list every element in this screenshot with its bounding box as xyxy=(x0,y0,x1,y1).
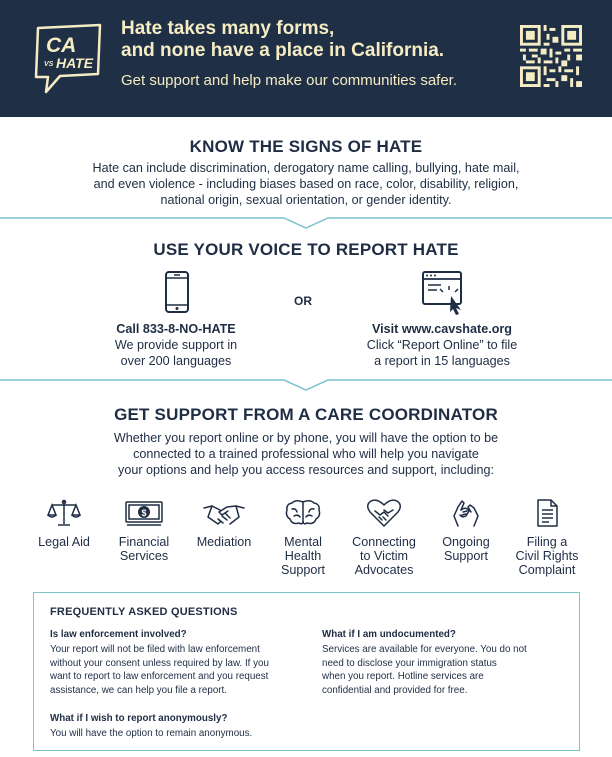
signs-body-line: national origin, sexual orientation, or gender identity. xyxy=(160,193,452,207)
support-hands-icon xyxy=(450,498,482,528)
service-label xyxy=(426,535,506,563)
service-label-line: Connecting xyxy=(352,535,416,549)
service-label-line: Services xyxy=(119,549,169,563)
faq-box xyxy=(33,592,580,751)
handshake-icon xyxy=(203,498,245,528)
service-label xyxy=(104,535,184,563)
service-ongoing-support xyxy=(426,498,506,563)
service-label-line: Financial xyxy=(118,535,170,549)
faq-answer-line: need to disclose your immigration status xyxy=(322,657,497,669)
service-label-line: to Victim xyxy=(359,549,409,563)
brain-icon xyxy=(284,498,322,528)
online-report-text xyxy=(346,321,538,369)
signs-body xyxy=(60,160,552,208)
service-label-line: Mediation xyxy=(196,535,252,549)
faq-answer xyxy=(50,643,312,697)
svg-text:$: $ xyxy=(141,508,147,518)
signs-body-line: and even violence - including biases based on race, color, disability, religion, xyxy=(93,177,519,191)
service-label-line: Health xyxy=(284,549,322,563)
online-line3: a report in 15 languages xyxy=(374,354,510,368)
faq-answer-line: confidential and provided for free. xyxy=(322,684,468,696)
signs-body-line: Hate can include discrimination, derogatory name calling, bullying, hate mail, xyxy=(92,161,520,175)
phone-icon xyxy=(161,270,193,316)
faq-answer xyxy=(50,727,312,741)
faq-title: FREQUENTLY ASKED QUESTIONS xyxy=(50,606,238,618)
service-mediation xyxy=(184,498,264,549)
logo-ca-text: CA xyxy=(46,34,77,57)
faq-answer-line: when you report. Hotline services are xyxy=(322,671,484,682)
faq-answer-line: Your report will not be filed with law enforcement xyxy=(50,644,260,655)
service-label xyxy=(263,535,343,577)
support-body-line: connected to a trained professional who will help you navigate xyxy=(133,447,479,461)
service-label-line: Legal Aid xyxy=(38,535,90,549)
section-divider xyxy=(0,374,612,392)
money-icon xyxy=(124,498,164,528)
logo-hate-text: HATE xyxy=(56,55,94,71)
website-link[interactable]: Visit www.cavshate.org xyxy=(372,322,512,336)
header-title-line1: Hate takes many forms, xyxy=(121,18,335,39)
service-label-line: Complaint xyxy=(518,563,576,577)
browser-click-icon xyxy=(421,270,471,316)
ca-vs-hate-logo xyxy=(30,22,106,96)
faq-answer-line: Services are available for everyone. You do not xyxy=(322,644,527,655)
support-section-title: GET SUPPORT FROM A CARE COORDINATOR xyxy=(114,405,498,424)
faq-question: Is law enforcement involved? xyxy=(50,629,187,640)
service-civil-rights xyxy=(507,498,587,577)
service-label-line: Support xyxy=(280,563,326,577)
report-section-title: USE YOUR VOICE TO REPORT HATE xyxy=(153,240,459,259)
header-title-line2: and none have a place in California. xyxy=(121,40,445,61)
support-body-line: Whether you report online or by phone, you will have the option to be xyxy=(113,431,499,445)
service-label-line: Ongoing xyxy=(442,535,490,549)
header-banner xyxy=(0,0,612,117)
phone-line2: We provide support in xyxy=(114,338,238,352)
faq-answer-line: want to report to law enforcement and you request xyxy=(50,671,269,682)
online-line2: Click “Report Online” to file xyxy=(366,338,518,352)
phone-line3: over 200 languages xyxy=(120,354,232,368)
service-label-line: Support xyxy=(443,549,489,563)
service-label xyxy=(344,535,424,577)
scales-icon xyxy=(47,498,81,528)
service-label xyxy=(24,535,104,549)
service-label-line: Mental xyxy=(284,535,322,549)
phone-number[interactable]: Call 833-8-NO-HATE xyxy=(116,322,236,336)
faq-answer-line: without your consent unless required by law. If you xyxy=(50,657,269,669)
section-divider xyxy=(0,212,612,230)
service-legal-aid xyxy=(24,498,104,549)
service-label-line: Filing a xyxy=(526,535,568,549)
service-financial xyxy=(104,498,184,563)
service-label xyxy=(507,535,587,577)
document-icon xyxy=(533,498,561,528)
support-body-line: your options and help you access resources and support, including: xyxy=(118,463,494,477)
qr-code-icon[interactable] xyxy=(520,25,582,87)
faq-question: What if I wish to report anonymously? xyxy=(50,713,228,724)
or-label: OR xyxy=(294,294,312,308)
service-victim-advocates xyxy=(344,498,424,577)
faq-answer xyxy=(322,643,572,697)
signs-section-title: KNOW THE SIGNS OF HATE xyxy=(189,137,423,156)
service-mental-health xyxy=(263,498,343,577)
heart-hands-icon xyxy=(366,498,402,528)
service-label-line: Advocates xyxy=(354,563,414,577)
faq-answer-line: You will have the option to remain anonymous. xyxy=(50,728,253,739)
logo-vs-text: VS xyxy=(44,61,54,68)
service-label xyxy=(184,535,264,549)
service-label-line: Civil Rights xyxy=(515,549,579,563)
header-subtitle: Get support and help make our communities safer. xyxy=(121,72,458,89)
faq-question: What if I am undocumented? xyxy=(322,629,456,640)
support-body xyxy=(60,430,552,478)
faq-answer-line: assistance, we can help you file a report. xyxy=(50,684,227,696)
phone-report-text xyxy=(86,321,266,369)
header-title xyxy=(121,18,501,62)
